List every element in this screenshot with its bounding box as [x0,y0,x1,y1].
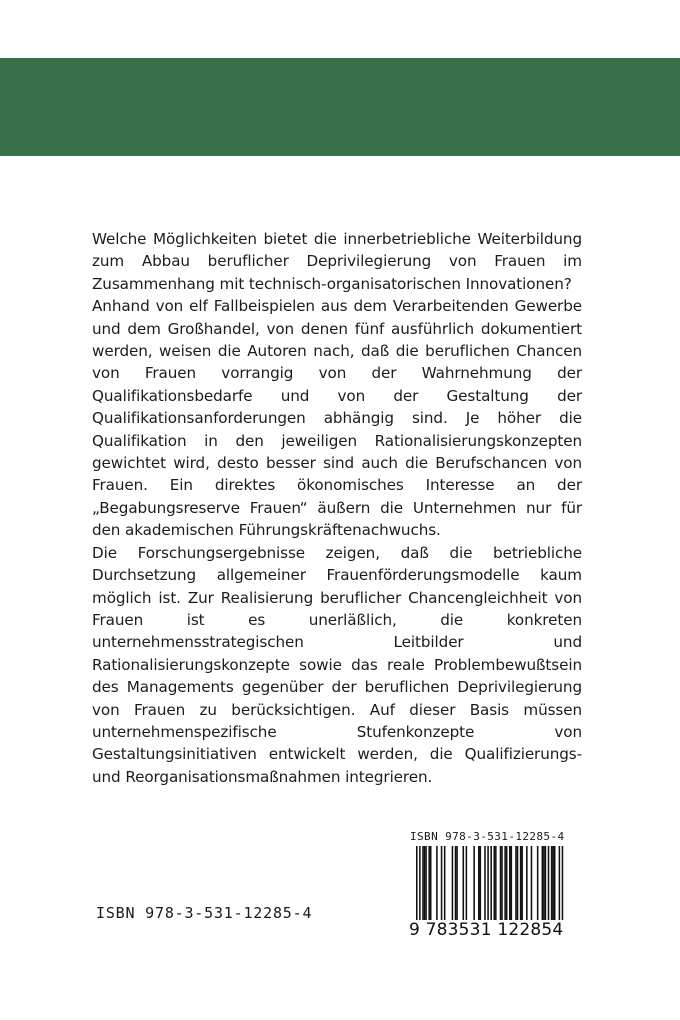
barcode-bar [511,846,513,922]
barcode-bar [543,846,545,922]
barcode-bar [422,846,424,922]
barcode-bar [537,846,539,922]
blurb-paragraph: Welche Möglichkeiten bietet die innerbetriebliche Weiterbildung zum Abbau beruflicher Deprivilegierung von Frauen im Zusammenhang mit technisch-organisatorischen Innovationen? [92,230,582,293]
barcode-bar [466,846,468,922]
barcode-bar [436,846,438,922]
barcode-bar [506,846,508,922]
barcode-bar [478,846,480,922]
barcode-bar [452,846,454,922]
barcode-bar [425,846,427,922]
back-cover-blurb [92,228,582,788]
barcode-bar [428,846,430,922]
barcode-bar [480,846,482,922]
barcode-bar [441,846,443,922]
barcode-bar [494,846,496,922]
barcode-bar [520,846,522,922]
barcode-bar [424,846,426,922]
barcode-bar [552,846,554,922]
barcode-bar [509,846,511,922]
barcode-bar [526,846,528,922]
barcode-bar [531,846,533,922]
barcode-bar [515,846,517,922]
barcode-isbn-label: ISBN 978-3-531-12285-4 [410,830,565,843]
barcode-bar [495,846,497,922]
blurb-paragraph: Die Forschungsergebnisse zeigen, daß die betriebliche Durchsetzung allgemeiner Frauenförderungsmodelle kaum möglich ist. Zur Realisierung beruflicher Chancengleichheit von Frauen ist es unerläßlich, die konkreten unternehmensstrategischen Leitbilder und Rationalisierungskonzepte sowie das reale Problembewußtsein des Managements gegenüber der beruflichen Deprivilegierung von Frauen zu berücksichtigen. Auf dieser Basis müssen unternehmenspezifische Stufenkonzepte von Gestaltungsinitiativen entwickelt werden, die Qualifizierungs- und Reorganisationsmaßnahmen integrieren. [92,543,582,786]
blurb-paragraph: Anhand von elf Fallbeispielen aus dem Verarbeitenden Gewerbe und dem Großhandel, von denen fünf ausführlich dokumentiert werden, weisen die Autoren nach, daß die beruflichen Chancen von Frauen vorrangig von der Wahrnehmung der Qualifikationsbedarfe und von der Gestaltung der Qualifikationsanforderungen abhängig sind. Je höher die Qualifikation in den jeweiligen Rationalisierungskonzepten gewichtet wird, desto besser sind auch die Berufschancen von Frauen. Ein direktes ökonomisches Interesse an der „Begabungsreserve Frauen“ äußern die Unternehmen nur für den akademischen Führungskräftenachwuchs. [92,297,582,540]
barcode-bar [548,846,550,922]
barcode-bar [551,846,553,922]
barcode [404,826,574,942]
barcode-digits: 9 783531 122854 [409,920,564,940]
isbn-text: ISBN 978-3-531-12285-4 [96,904,313,922]
barcode-bar [444,846,446,922]
barcode-bar [521,846,523,922]
barcode-bar [554,846,556,922]
barcode-bar [456,846,458,922]
barcode-bar [545,846,547,922]
barcode-bar [501,846,503,922]
cover-color-band [0,58,680,156]
barcode-bar [500,846,502,922]
barcode-bar [473,846,475,922]
barcode-bar [504,846,506,922]
barcode-bar [430,846,432,922]
barcode-bar [542,846,544,922]
barcode-bar [484,846,486,922]
barcode-bar [455,846,457,922]
barcode-bar [517,846,519,922]
barcode-bar [463,846,465,922]
